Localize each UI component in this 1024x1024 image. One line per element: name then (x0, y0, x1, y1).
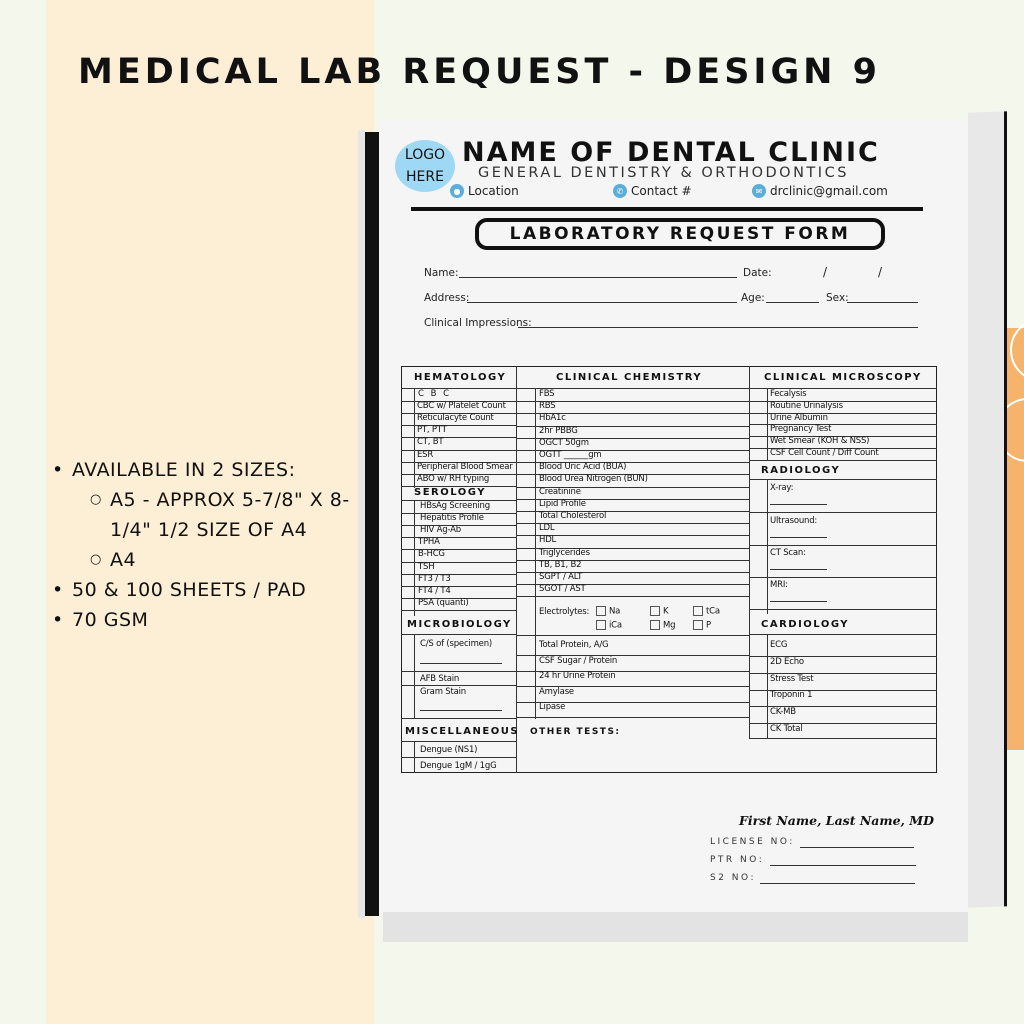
date-slash: / (878, 265, 883, 279)
impressions-line[interactable] (518, 327, 918, 328)
hematology-item[interactable]: CT, BT (417, 437, 444, 448)
decor-arc (1010, 318, 1024, 382)
serology-item[interactable]: FT3 / T3 (418, 573, 451, 584)
chemistry-item[interactable]: Blood Uric Acid (BUA) (539, 462, 627, 473)
other-tests-heading: OTHER TESTS: (530, 727, 621, 737)
row-line (749, 512, 937, 513)
s2-line[interactable] (760, 883, 915, 884)
electrolyte-checkbox[interactable] (596, 606, 620, 617)
microbiology-heading: MICROBIOLOGY (407, 619, 512, 630)
row-line (516, 596, 749, 597)
chemistry-item[interactable]: Triglycerides (539, 547, 590, 558)
row-line (516, 717, 749, 718)
checkbox-icon[interactable] (650, 620, 660, 630)
headline: MEDICAL LAB REQUEST - DESIGN 9 (78, 52, 881, 92)
microscopy-item[interactable]: Routine Urinalysis (770, 400, 843, 411)
email-info (752, 184, 888, 198)
row-line (401, 685, 516, 686)
row-line (749, 609, 937, 610)
electrolyte-checkbox[interactable] (596, 620, 622, 631)
physician-name: First Name, Last Name, MD (739, 813, 934, 828)
address-label: Address: (424, 292, 470, 304)
row-line (401, 610, 516, 611)
date-label: Date: (743, 267, 772, 279)
checkbox-icon[interactable] (650, 606, 660, 616)
sex-label: Sex: (826, 292, 849, 304)
name-label: Name: (424, 267, 459, 279)
row-line (401, 718, 516, 719)
electrolyte-checkbox[interactable] (650, 620, 675, 631)
form-title: LABORATORY REQUEST FORM (475, 218, 885, 250)
radiology-item[interactable]: MRI: (770, 580, 788, 590)
microscopy-item[interactable]: CSF Cell Count / Diff Count (770, 448, 879, 458)
cardiology-item[interactable]: CK Total (770, 724, 803, 734)
electrolyte-label: iCa (609, 620, 622, 631)
microscopy-heading: CLINICAL MICROSCOPY (764, 372, 922, 383)
radiology-item[interactable]: Ultrasound: (770, 516, 818, 526)
electrolyte-label: K (663, 606, 669, 617)
microbiology-item[interactable]: C/S of (specimen) (420, 639, 493, 649)
serology-item[interactable]: TSH (418, 561, 435, 572)
grid-header-line (401, 388, 937, 389)
age-line[interactable] (766, 302, 819, 303)
serology-item[interactable]: PSA (quanti) (418, 597, 469, 608)
radiology-heading: RADIOLOGY (761, 465, 841, 476)
hematology-item[interactable]: CBC w/ Platelet Count (417, 401, 506, 412)
serology-item[interactable]: Hepatitis Profile (420, 513, 484, 524)
feature-sizes (72, 455, 380, 575)
name-line[interactable] (459, 277, 737, 278)
row-line (516, 635, 749, 636)
chemistry-item[interactable]: CSF Sugar / Protein (539, 655, 618, 666)
contact-info (613, 184, 692, 198)
hematology-item[interactable]: C B C (418, 389, 452, 399)
date-slash: / (823, 265, 828, 279)
row-divider (414, 634, 415, 718)
chemistry-item[interactable]: Total Cholesterol (539, 511, 607, 521)
serology-item[interactable]: HBsAg Screening (420, 501, 490, 511)
radiology-line[interactable] (770, 537, 827, 538)
gram-stain-line[interactable] (420, 710, 502, 711)
radiology-line[interactable] (770, 569, 827, 570)
serology-heading: SEROLOGY (414, 487, 486, 498)
chemistry-item[interactable]: 2hr PBBG (539, 425, 578, 436)
row-line (749, 479, 937, 480)
miscellaneous-item[interactable]: Dengue (NS1) (420, 745, 478, 755)
license-label: LICENSE NO: (710, 837, 795, 847)
sex-line[interactable] (847, 302, 918, 303)
checkbox-icon[interactable] (693, 606, 703, 616)
chemistry-heading: CLINICAL CHEMISTRY (556, 372, 703, 383)
feature-sizes-label: AVAILABLE IN 2 SIZES: (72, 459, 296, 481)
ptr-line[interactable] (770, 865, 916, 866)
grid-line (749, 738, 937, 739)
row-line (401, 757, 516, 758)
chemistry-item[interactable]: FBS (539, 389, 555, 399)
serology-item[interactable]: HIV Ag-Ab (420, 525, 461, 536)
cardiology-heading: CARDIOLOGY (761, 619, 850, 630)
electrolytes-label: Electrolytes: (539, 607, 590, 617)
chemistry-item[interactable]: OGTT ______gm (539, 450, 602, 460)
radiology-line[interactable] (770, 601, 827, 602)
chemistry-item[interactable]: Total Protein, A/G (539, 640, 609, 650)
hematology-item[interactable]: PT, PTT (417, 425, 447, 436)
checkbox-icon[interactable] (596, 606, 606, 616)
age-label: Age: (741, 292, 765, 304)
miscellaneous-item[interactable]: Dengue 1gM / 1gG (420, 761, 497, 771)
hematology-item[interactable]: ABO w/ RH typing (417, 473, 490, 484)
row-line (749, 460, 937, 461)
microscopy-item[interactable]: Wet Smear (KOH & NSS) (770, 436, 870, 447)
electrolyte-checkbox[interactable] (650, 606, 668, 617)
serology-item[interactable]: FT4 / T4 (418, 585, 451, 596)
chemistry-item[interactable]: 24 hr Urine Protein (539, 671, 616, 681)
serology-item[interactable]: TPHA (418, 537, 440, 548)
checkbox-icon[interactable] (596, 620, 606, 630)
chemistry-item[interactable]: TB, B1, B2 (539, 559, 582, 570)
hematology-heading: HEMATOLOGY (414, 372, 507, 383)
hematology-item[interactable]: Reticulacyte Count (417, 413, 494, 424)
hematology-item[interactable]: ESR (417, 449, 434, 460)
chemistry-item[interactable]: HbA1c (539, 413, 566, 424)
electrolyte-label: tCa (706, 606, 720, 617)
checkbox-icon[interactable] (693, 620, 703, 630)
impressions-label: Clinical Impressions: (424, 317, 532, 329)
row-line (401, 634, 516, 635)
ptr-label: PTR NO: (710, 855, 765, 865)
feature-size-a4: ○ A4 (110, 545, 380, 575)
s2-label: S2 NO: (710, 873, 756, 883)
location-info (450, 184, 519, 198)
address-line[interactable] (467, 302, 737, 303)
microbiology-item[interactable]: AFB Stain (420, 674, 460, 684)
miscellaneous-heading: MISCELLANEOUS (405, 726, 520, 737)
phone-icon: ✆ (613, 184, 627, 198)
row-divider (767, 479, 768, 614)
microscopy-item[interactable]: Pregnancy Test (770, 424, 832, 435)
chemistry-item[interactable]: LDL (539, 523, 555, 534)
grid-divider (749, 366, 750, 738)
grid-divider (516, 366, 517, 773)
feature-list (50, 455, 380, 635)
chemistry-item[interactable]: Amylase (539, 686, 574, 697)
electrolyte-checkbox[interactable] (693, 606, 720, 617)
cardiology-item[interactable]: 2D Echo (770, 656, 804, 667)
radiology-item[interactable]: X-ray: (770, 483, 794, 493)
clinic-name: NAME OF DENTAL CLINIC (462, 137, 880, 168)
row-line (401, 671, 516, 672)
chemistry-item[interactable]: OGCT 50gm (539, 437, 589, 448)
specimen-line[interactable] (420, 663, 502, 664)
location-pin-icon: ● (450, 184, 464, 198)
chemistry-item[interactable]: Lipid Profile (539, 498, 586, 509)
chemistry-item[interactable]: Blood Urea Nitrogen (BUN) (539, 474, 648, 485)
electrolyte-label: P (706, 620, 711, 631)
electrolyte-label: Mg (663, 620, 676, 631)
email-icon: ✉ (752, 184, 766, 198)
chemistry-item[interactable]: Creatinine (539, 486, 581, 497)
chemistry-item[interactable]: HDL (539, 535, 557, 546)
microscopy-item[interactable]: Urine Albumin (770, 412, 828, 423)
pad-back-edge (968, 111, 1007, 907)
serology-item[interactable]: B-HCG (418, 549, 445, 560)
electrolyte-checkbox[interactable] (693, 620, 711, 631)
cardiology-item[interactable]: ECG (770, 640, 788, 650)
email-text: drclinic@gmail.com (770, 184, 888, 198)
orange-decoration (1006, 328, 1024, 750)
feature-size-a5: ○ A5 - APPROX 5-7/8" X 8-1/4" 1/2 SIZE OF A4 (110, 485, 380, 545)
radiology-line[interactable] (770, 504, 827, 505)
feature-gsm: • 70 GSM (72, 605, 380, 635)
clinic-subtitle: GENERAL DENTISTRY & ORTHODONTICS (478, 165, 849, 181)
logo-placeholder: LOGO HERE (395, 140, 455, 192)
chemistry-item[interactable]: SGPT / ALT (539, 572, 583, 582)
microscopy-item[interactable]: Fecalysis (770, 389, 807, 399)
hematology-item[interactable]: Peripheral Blood Smear (417, 461, 513, 472)
microbiology-item[interactable]: Gram Stain (420, 687, 466, 697)
chemistry-item[interactable]: Lipase (539, 702, 566, 712)
pad-spine (365, 132, 379, 916)
chemistry-item[interactable]: RBS (539, 401, 556, 412)
cardiology-item[interactable]: Troponin 1 (770, 690, 813, 701)
cardiology-item[interactable]: Stress Test (770, 673, 814, 684)
feature-sheets: • 50 & 100 SHEETS / PAD (72, 575, 380, 605)
row-line (749, 577, 937, 578)
location-text: Location (468, 184, 519, 198)
test-grid (401, 366, 937, 773)
row-line (401, 741, 516, 742)
electrolyte-label: Na (609, 606, 621, 617)
row-line (749, 545, 937, 546)
chemistry-item[interactable]: SGOT / AST (539, 584, 586, 595)
cardiology-item[interactable]: CK-MB (770, 707, 796, 718)
header-rule (411, 207, 923, 211)
license-line[interactable] (800, 847, 914, 848)
pad-side (358, 130, 365, 918)
radiology-item[interactable]: CT Scan: (770, 548, 806, 558)
contact-text: Contact # (631, 184, 692, 198)
row-line (749, 634, 937, 635)
